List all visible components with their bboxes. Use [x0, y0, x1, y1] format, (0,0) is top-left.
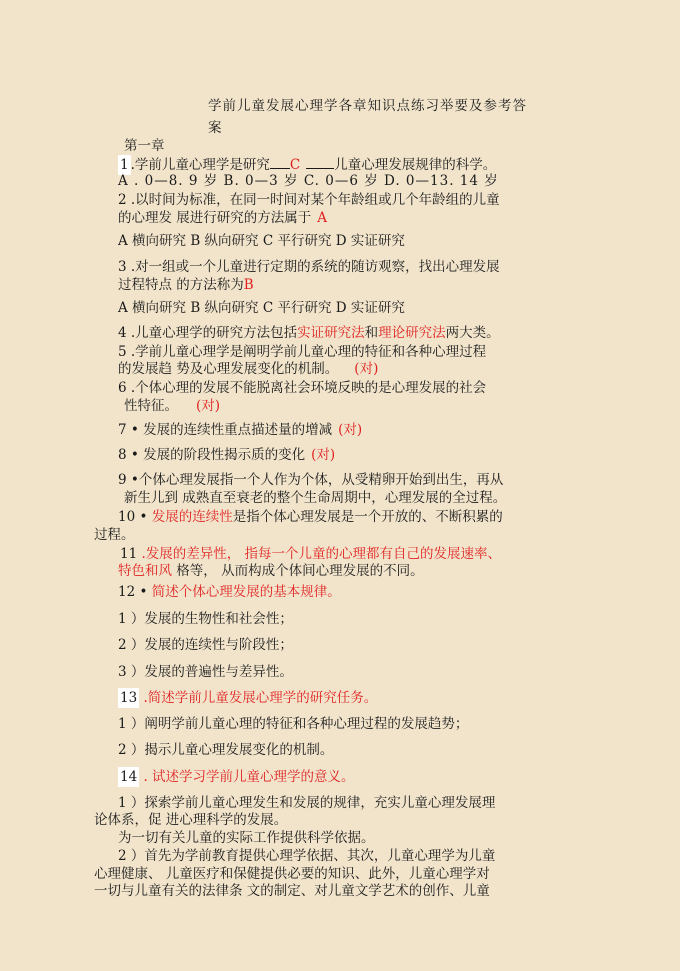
list-item: 1 ）发展的生物性和社会性； — [118, 611, 293, 627]
question-10-line1 — [118, 507, 503, 527]
answer: (对) — [338, 422, 363, 438]
question-text: . 试述学习学前儿童心理学的意义。 — [139, 769, 355, 785]
answer: (对) — [311, 447, 336, 463]
question-10-line2: 过程。 — [94, 527, 135, 543]
answer: .发展的差异性， 指每一个儿童的心理都有自己的发展速率、 — [137, 546, 502, 562]
question-14 — [118, 767, 355, 787]
question-number: 1 — [120, 157, 129, 173]
question-3-line1: 3 .对一组或一个儿童进行定期的系统的随访观察，找出心理发展 — [118, 259, 500, 275]
question-9-line1: 9 •个体心理发展指一个人作为个体，从受精卵开始到出生，再从 — [118, 472, 504, 488]
paragraph-line: 1 ）探索学前儿童心理发生和发展的规律，充实儿童心理发展理 — [118, 795, 496, 811]
list-item: 2 ）发展的连续性与阶段性； — [118, 637, 293, 653]
question-number: 11 — [120, 546, 138, 562]
list-item: 2 ）揭示儿童心理发展变化的机制。 — [118, 742, 334, 758]
question-6-line2 — [124, 396, 220, 416]
question-2-line1: 2 .以时间为标准，在同一时间对某个年龄组或几个年龄组的儿童 — [118, 192, 500, 208]
question-2-line2 — [118, 208, 327, 228]
answer: 理论研究法 — [378, 325, 446, 341]
question-8 — [118, 445, 335, 465]
answer: 发展的连续性 — [151, 509, 233, 525]
list-item: 3 ）发展的普遍性与差异性。 — [118, 664, 293, 680]
question-text: 7 • 发展的连续性重点描述量的增减 — [118, 422, 333, 438]
question-5-line1: 5 .学前儿童心理学是阐明学前儿童心理的特征和各种心理过程 — [118, 344, 487, 360]
question-12 — [118, 582, 341, 602]
question-number: 14 — [120, 769, 138, 785]
question-text: 8 • 发展的阶段性揭示质的变化 — [118, 447, 306, 463]
question-13 — [118, 688, 377, 708]
question-text: 的心理发 展进行研究的方法属于 — [118, 210, 312, 226]
doc-title-line2: 案 — [208, 120, 223, 136]
question-number: 13 — [120, 690, 138, 706]
paragraph-line: 论体系，促 进心理科学的发展。 — [94, 812, 288, 828]
answer: C — [289, 157, 301, 173]
question-number: 12 • — [118, 584, 152, 600]
question-9-line2: 新生儿到 成熟直至衰老的整个生命周期中，心理发展的全过程。 — [124, 490, 507, 506]
chapter-heading: 第一章 — [124, 138, 165, 154]
question-11-line2 — [118, 561, 424, 581]
paragraph-line: 为一切有关儿童的实际工作提供科学依据。 — [118, 830, 375, 846]
question-text: 儿童心理发展规律的科学。 — [334, 157, 497, 173]
answer: 实证研究法 — [297, 325, 365, 341]
question-text: 4 .儿童心理学的研究方法包括 — [118, 325, 298, 341]
question-number: 10 • — [118, 509, 152, 525]
answer-blank — [306, 154, 334, 169]
answer-blank — [270, 154, 290, 169]
question-text: 和 — [364, 325, 379, 341]
question-text: .学前儿童心理学是研究 — [130, 157, 270, 173]
question-3-line2 — [118, 275, 254, 295]
question-text: 是指个体心理发展是一个开放的、不断积累的 — [232, 509, 503, 525]
question-text: 过程特点 的方法称为 — [118, 277, 244, 293]
question-4 — [118, 323, 500, 343]
question-5-line2 — [118, 359, 378, 379]
answer: B — [243, 277, 254, 293]
list-item: 1 ）阐明学前儿童心理的特征和各种心理过程的发展趋势； — [118, 716, 469, 732]
question-text: 两大类。 — [445, 325, 500, 341]
question-text: 格等， 从而构成个体间心理发展的不同。 — [172, 563, 424, 579]
answer: (对) — [354, 361, 379, 377]
paragraph-line: 2 ）首先为学前教育提供心理学依据、其次，儿童心理学为儿童 — [118, 848, 496, 864]
question-7 — [118, 420, 362, 440]
doc-title-line1: 学前儿童发展心理学各章知识点练习举要及参考答 — [208, 98, 527, 114]
question-text: 的发展趋 势及心理发展变化的机制。 — [118, 361, 339, 377]
question-text: .简述学前儿童发展心理学的研究任务。 — [139, 690, 378, 706]
answer: (对) — [196, 398, 221, 414]
question-6-line1: 6 .个体心理的发展不能脱离社会环境反映的是心理发展的社会 — [118, 380, 487, 396]
question-1-options: A . 0—8. 9 岁 B. 0—3 岁 C. 0—6 岁 D. 0—13. 14 岁 — [118, 173, 499, 189]
question-text: 性特征。 — [124, 398, 178, 414]
paragraph-line: 一切与儿童有关的法律条 文的制定、对儿童文学艺术的创作、儿童 — [94, 883, 490, 899]
paragraph-line: 心理健康、 儿童医疗和保健提供必要的知识、此外，儿童心理学对 — [94, 866, 490, 882]
answer: 特色和风 — [118, 563, 172, 579]
question-3-options: A 横向研究 B 纵向研究 C 平行研究 D 实证研究 — [118, 300, 405, 316]
answer: A — [317, 210, 328, 226]
question-2-options: A 横向研究 B 纵向研究 C 平行研究 D 实证研究 — [118, 233, 405, 249]
question-text: 简述个体心理发展的基本规律。 — [151, 584, 341, 600]
